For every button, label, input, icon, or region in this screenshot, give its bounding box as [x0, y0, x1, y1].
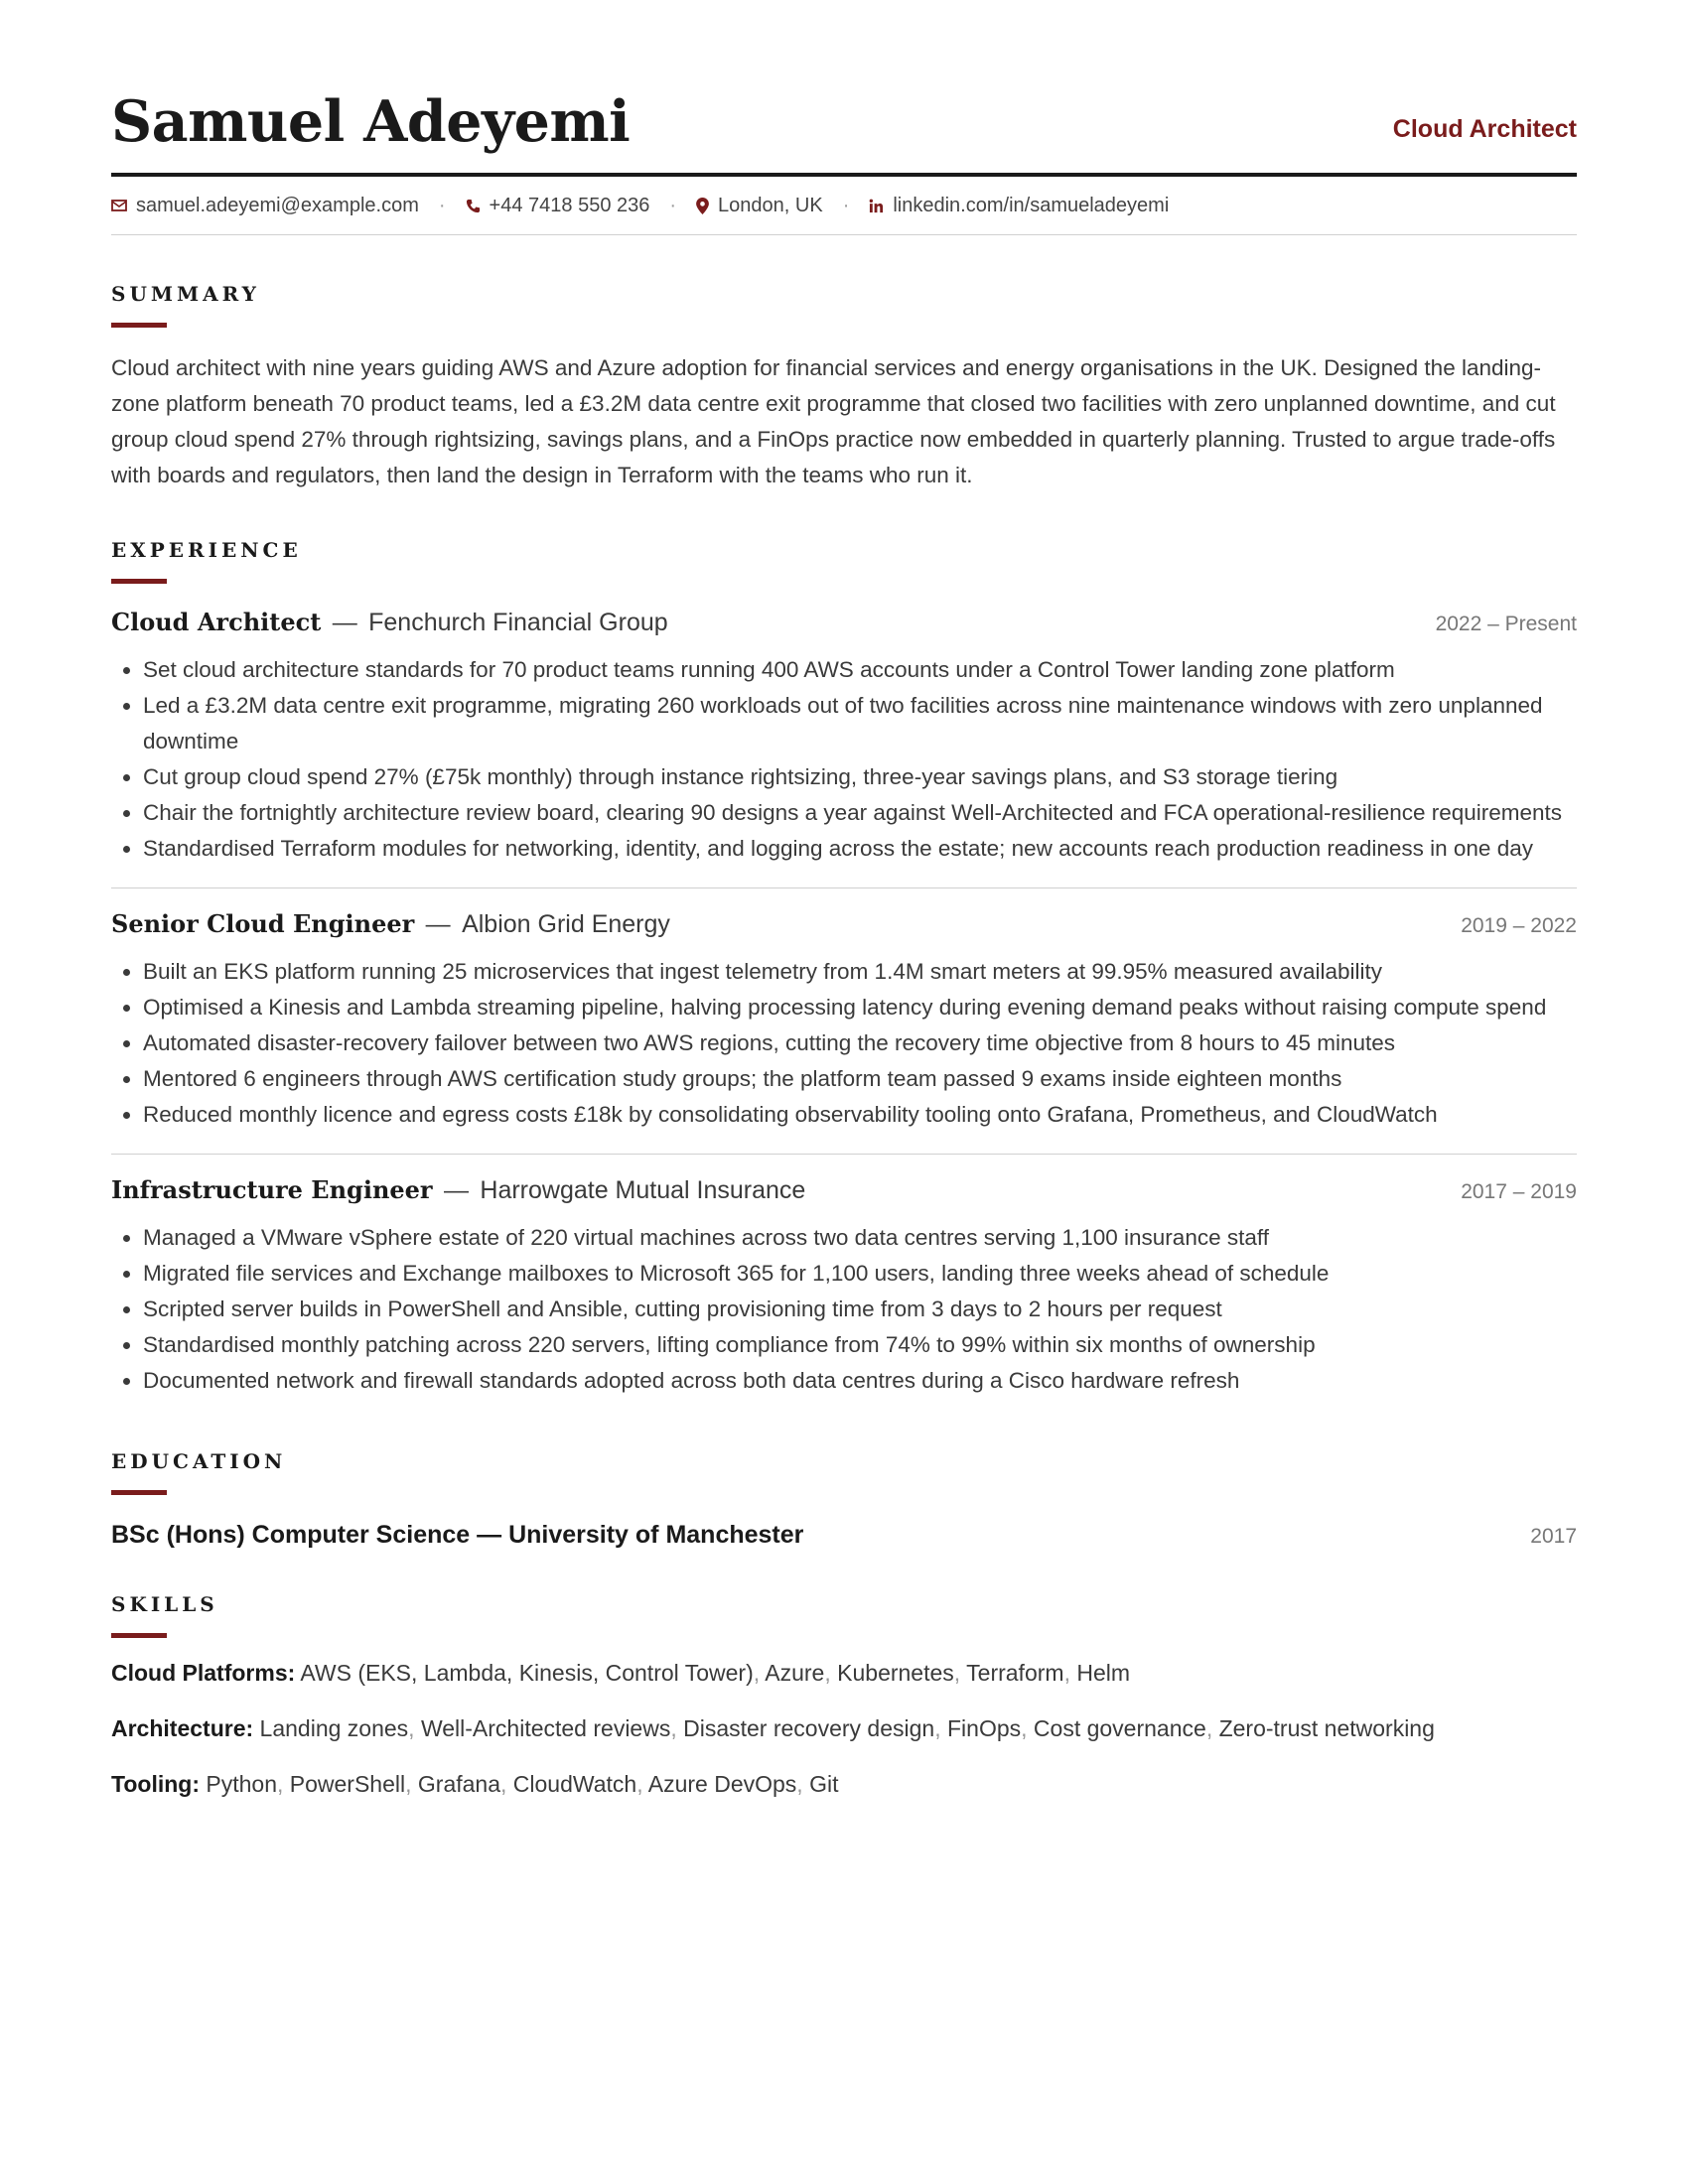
job-bullet: • Reduced monthly licence and egress costs £18k by consolidating observability tooling onto Grafana, Prometheus, and CloudWatch	[143, 1097, 1577, 1133]
contact-location-text: London, UK	[718, 194, 823, 216]
section-accent-bar	[111, 323, 167, 328]
section-accent-bar	[111, 1490, 167, 1495]
skill-item: Helm	[1076, 1660, 1131, 1686]
education-entry	[111, 1521, 1577, 1550]
skill-item: Disaster recovery design	[683, 1715, 935, 1741]
resume-header	[111, 77, 1577, 173]
skill-group	[111, 1710, 1577, 1766]
job-dates: 2019 – 2022	[1461, 914, 1577, 937]
skill-items	[260, 1715, 1435, 1741]
skill-group	[111, 1766, 1577, 1822]
section-title-education: EDUCATION	[111, 1449, 287, 1473]
summary-text: Cloud architect with nine years guiding AWS and Azure adoption for financial services and energy organisations in the UK. Designed the landing-zone platform beneath 70 product teams, led a £3.2M data centre exit programme that closed two facilities with zero unplanned downtime, and cut group cloud spend 27% through rightsizing, savings plans, and a FinOps practice now embedded in quarterly planning. Trusted to argue trade-offs with boards and regulators, then land the design in Terraform with the teams who run it.	[111, 355, 1556, 487]
contact-email-text: samuel.adeyemi@example.com	[136, 194, 419, 216]
job-title: Infrastructure Engineer	[111, 1175, 433, 1204]
skill-item: AWS (EKS, Lambda, Kinesis, Control Tower)	[300, 1660, 754, 1686]
job-dash: —	[437, 1176, 476, 1204]
skill-separator: ,	[796, 1771, 810, 1797]
skills-section	[111, 1592, 1577, 1822]
job-bullet: • Built an EKS platform running 25 microservices that ingest telemetry from 1.4M smart meters at 99.95% measured availability	[143, 954, 1577, 990]
job-bullet: • Led a £3.2M data centre exit programme, migrating 260 workloads out of two facilities across nine maintenance windows with zero unplanned downtime	[143, 688, 1577, 759]
job-bullet: • Standardised monthly patching across 220 servers, lifting compliance from 74% to 99% within six months of ownership	[143, 1327, 1577, 1363]
job-dates: 2017 – 2019	[1461, 1180, 1577, 1203]
job-entry	[111, 608, 1577, 867]
skill-item: Zero-trust networking	[1218, 1715, 1435, 1741]
job-dates: 2022 – Present	[1435, 613, 1577, 635]
job-header	[111, 909, 1577, 939]
skill-item: Azure DevOps	[647, 1771, 797, 1797]
skill-item: Python	[206, 1771, 277, 1797]
skill-item: Well-Architected reviews	[420, 1715, 671, 1741]
job-dash: —	[418, 910, 458, 938]
summary-section	[111, 282, 1577, 493]
skill-item: Azure	[765, 1660, 825, 1686]
job-title: Senior Cloud Engineer	[111, 909, 415, 938]
skill-separator: ,	[405, 1771, 418, 1797]
skill-separator: ,	[1021, 1715, 1034, 1741]
contact-divider	[111, 234, 1577, 235]
skill-item: Cost governance	[1033, 1715, 1206, 1741]
resume-content	[111, 77, 1577, 1822]
job-heading	[111, 909, 670, 939]
experience-section	[111, 538, 1577, 1399]
skill-group-label: Architecture:	[111, 1715, 254, 1741]
job-heading	[111, 608, 668, 637]
contact-separator: ·	[669, 194, 677, 216]
contact-email[interactable]	[111, 195, 419, 217]
contact-location	[696, 195, 823, 217]
skill-separator: ,	[753, 1660, 766, 1686]
contact-separator: ·	[438, 194, 446, 216]
candidate-name: Samuel Adeyemi	[111, 88, 631, 155]
job-company: Fenchurch Financial Group	[368, 609, 668, 636]
skill-item: FinOps	[947, 1715, 1022, 1741]
skill-item: CloudWatch	[512, 1771, 637, 1797]
skill-item: Kubernetes	[837, 1660, 954, 1686]
education-degree: BSc (Hons) Computer Science — University of Manchester	[111, 1521, 804, 1549]
skill-item: Terraform	[966, 1660, 1064, 1686]
skill-item: Git	[809, 1771, 839, 1797]
education-year: 2017	[1530, 1525, 1577, 1548]
job-bullets	[111, 652, 1577, 867]
section-accent-bar	[111, 579, 167, 584]
job-dash: —	[325, 609, 364, 636]
job-divider	[111, 1154, 1577, 1155]
skill-group-label: Cloud Platforms:	[111, 1660, 296, 1686]
skill-item: PowerShell	[289, 1771, 406, 1797]
job-bullet: • Cut group cloud spend 27% (£75k monthly) through instance rightsizing, three-year savings plans, and S3 storage tiering	[143, 759, 1577, 795]
job-heading	[111, 1175, 805, 1205]
skills-list	[111, 1655, 1577, 1822]
job-divider	[111, 887, 1577, 888]
job-bullet: • Automated disaster-recovery failover between two AWS regions, cutting the recovery time objective from 8 hours to 45 minutes	[143, 1025, 1577, 1061]
job-bullets	[111, 954, 1577, 1133]
section-title-experience: EXPERIENCE	[111, 538, 302, 562]
contact-phone-text: +44 7418 550 236	[489, 194, 650, 216]
skill-separator: ,	[1063, 1660, 1077, 1686]
skill-group	[111, 1655, 1577, 1710]
candidate-role: Cloud Architect	[1392, 115, 1577, 143]
skill-separator: ,	[636, 1771, 648, 1797]
job-company: Harrowgate Mutual Insurance	[480, 1176, 806, 1204]
job-header	[111, 608, 1577, 637]
job-bullet: • Managed a VMware vSphere estate of 220 virtual machines across two data centres serving 1,100 insurance staff	[143, 1220, 1577, 1256]
job-entry	[111, 1175, 1577, 1399]
skill-items	[206, 1771, 838, 1797]
location-pin-icon	[696, 198, 709, 214]
job-bullets	[111, 1220, 1577, 1399]
skill-separator: ,	[500, 1771, 513, 1797]
linkedin-icon	[869, 199, 884, 213]
skill-separator: ,	[1205, 1715, 1219, 1741]
education-section	[111, 1449, 1577, 1550]
skill-item: Landing zones	[259, 1715, 409, 1741]
job-bullet: • Standardised Terraform modules for networking, identity, and logging across the estate; new accounts reach production readiness in one day	[143, 831, 1577, 867]
job-bullet: • Migrated file services and Exchange mailboxes to Microsoft 365 for 1,100 users, landing three weeks ahead of schedule	[143, 1256, 1577, 1292]
job-entry	[111, 909, 1577, 1133]
phone-icon	[466, 199, 481, 213]
skill-separator: ,	[824, 1660, 838, 1686]
contact-bar	[111, 177, 1577, 234]
contact-separator: ·	[842, 194, 850, 216]
job-title: Cloud Architect	[111, 608, 322, 636]
skill-separator: ,	[670, 1715, 684, 1741]
job-header	[111, 1175, 1577, 1205]
section-accent-bar	[111, 1633, 167, 1638]
skill-group-label: Tooling:	[111, 1771, 200, 1797]
skill-items	[300, 1660, 1130, 1686]
job-bullet: • Scripted server builds in PowerShell and Ansible, cutting provisioning time from 3 days to 2 hours per request	[143, 1292, 1577, 1327]
job-bullet: • Documented network and firewall standards adopted across both data centres during a Cisco hardware refresh	[143, 1363, 1577, 1399]
mail-icon	[111, 200, 127, 211]
section-title-summary: SUMMARY	[111, 282, 260, 306]
job-company: Albion Grid Energy	[462, 910, 670, 938]
job-bullet: • Set cloud architecture standards for 70 product teams running 400 AWS accounts under a Control Tower landing zone platform	[143, 652, 1577, 688]
job-bullet: • Chair the fortnightly architecture review board, clearing 90 designs a year against Well-Architected and FCA operational-resilience requirements	[143, 795, 1577, 831]
skill-separator: ,	[953, 1660, 967, 1686]
job-bullet: • Mentored 6 engineers through AWS certification study groups; the platform team passed 9 exams inside eighteen months	[143, 1061, 1577, 1097]
section-title-skills: SKILLS	[111, 1592, 218, 1616]
job-bullet: • Optimised a Kinesis and Lambda streaming pipeline, halving processing latency during evening demand peaks without raising compute spend	[143, 990, 1577, 1025]
skill-separator: ,	[276, 1771, 290, 1797]
contact-linkedin-text: linkedin.com/in/samueladeyemi	[893, 194, 1170, 216]
contact-phone[interactable]	[466, 195, 650, 217]
skill-separator: ,	[934, 1715, 947, 1741]
contact-linkedin[interactable]	[869, 195, 1169, 217]
skill-separator: ,	[408, 1715, 421, 1741]
skill-item: Grafana	[417, 1771, 500, 1797]
